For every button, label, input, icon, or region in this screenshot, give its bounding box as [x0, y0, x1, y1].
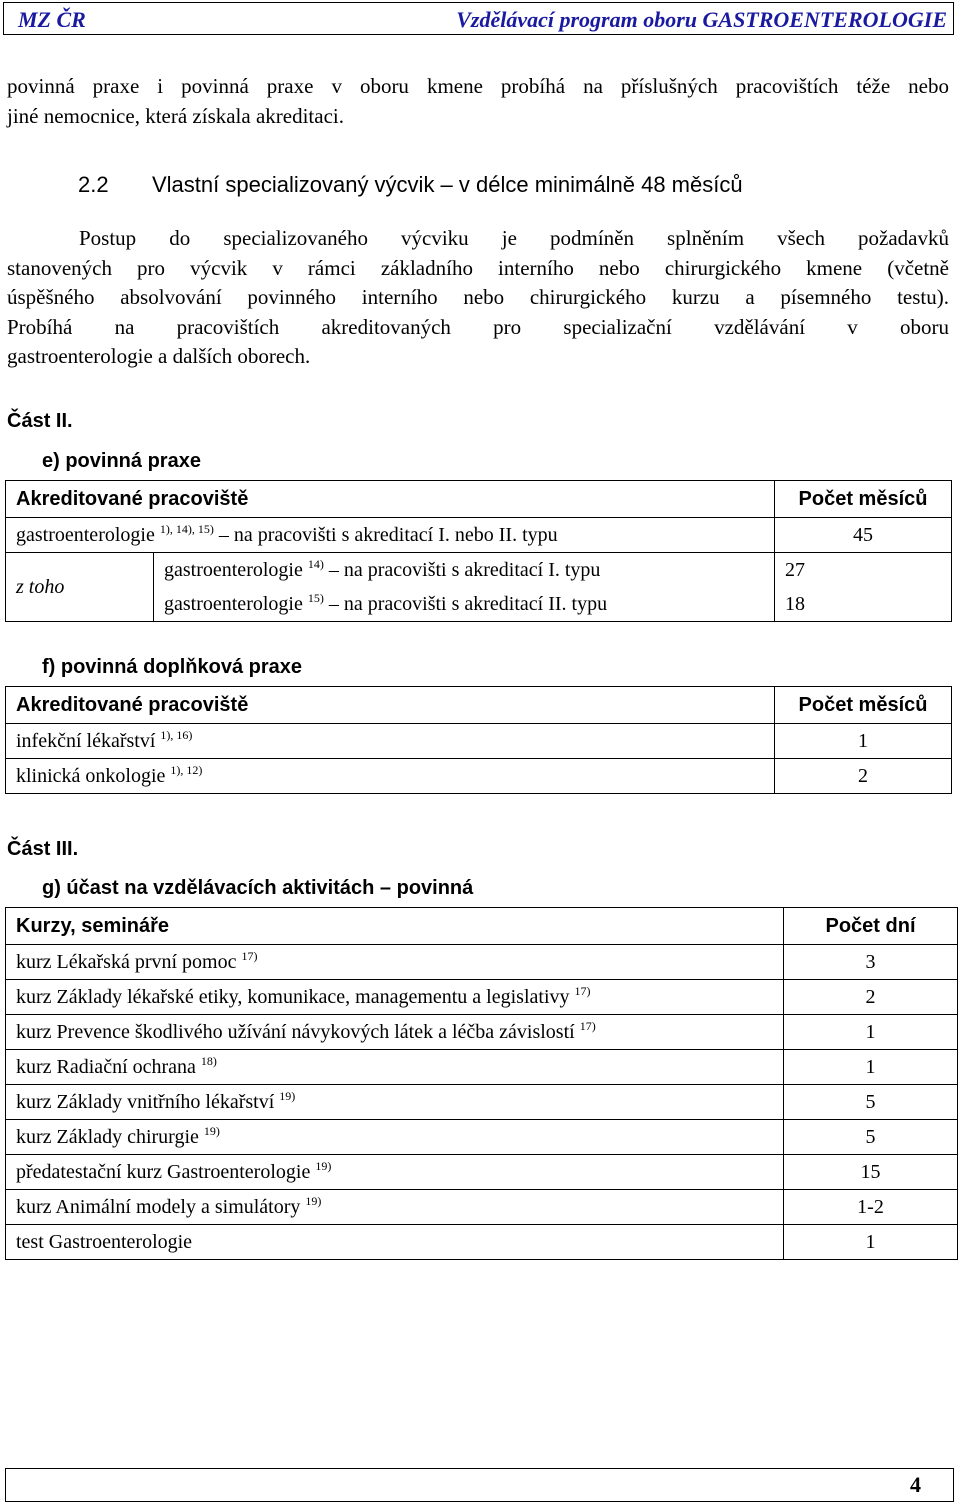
table-row [6, 945, 958, 980]
table-header-row [6, 481, 952, 518]
table-cell [6, 945, 784, 980]
table-cell-value: 45 [775, 518, 952, 553]
part3-title: Část III. [7, 838, 79, 860]
section-line: stanovených pro výcvik v rámci základního interního nebo chirurgického kmene (včetně [7, 255, 949, 280]
table-row [6, 1225, 958, 1260]
table-cell-value: 5 [784, 1120, 958, 1155]
section-heading [78, 172, 743, 198]
table-cell [6, 1050, 784, 1085]
footnote-ref: 14) [307, 556, 324, 571]
table-cell-value: 1 [784, 1050, 958, 1085]
row-name: gastroenterologie [16, 523, 155, 546]
row-name: klinická onkologie [16, 764, 166, 787]
table-row [6, 724, 952, 759]
table-cell [6, 518, 775, 553]
table-cell [6, 1085, 784, 1120]
footnote-ref: 18) [200, 1053, 217, 1068]
intro-paragraph [7, 72, 949, 131]
table-cell [6, 1120, 784, 1155]
table-row [6, 1050, 958, 1085]
section-line: úspěšného absolvování povinného interního nebo chirurgického kurzu a písemného testu). [7, 285, 949, 309]
column-header: Počet dní [784, 908, 958, 945]
page-number: 4 [910, 1472, 921, 1497]
table-cell-value: 2 [784, 980, 958, 1015]
section-number: 2.2 [78, 172, 109, 197]
footnote-ref: 1), 16) [160, 727, 193, 742]
table-cell-value: 15 [784, 1155, 958, 1190]
row-name: kurz Základy vnitřního lékařství [16, 1090, 275, 1113]
row-name: test Gastroenterologie [16, 1230, 193, 1253]
footnote-ref: 19) [305, 1193, 322, 1208]
table-required-practice [5, 480, 952, 622]
footnote-ref: 1), 12) [170, 762, 203, 777]
header-ministry: MZ ČR [18, 7, 86, 32]
table-row [6, 759, 952, 794]
table-cell-value: 3 [784, 945, 958, 980]
table-cell [6, 980, 784, 1015]
table-cell [6, 1155, 784, 1190]
page-footer [5, 1468, 954, 1502]
table-row [6, 1085, 958, 1120]
table-cell-value: 5 [784, 1085, 958, 1120]
footnote-ref: 1), 14), 15) [159, 521, 214, 536]
table-cell-value: 1-2 [784, 1190, 958, 1225]
row-name: kurz Základy chirurgie [16, 1125, 199, 1148]
row-desc: – na pracovišti s akreditací I. nebo II. typu [218, 523, 558, 546]
row-desc: – na pracovišti s akreditací II. typu [328, 592, 608, 615]
table-cell-value: 18 [775, 587, 952, 622]
column-header: Akreditované pracoviště [6, 481, 775, 518]
part2-f-title: f) povinná doplňková praxe [42, 656, 303, 678]
intro-line: povinná praxe i povinná praxe v oboru kmene probíhá na příslušných pracovištích téže nebo [7, 74, 949, 98]
footnote-ref: 19) [315, 1158, 332, 1173]
table-row [6, 553, 952, 588]
intro-line: jiné nemocnice, která získala akreditaci. [7, 103, 344, 128]
table-cell [154, 553, 775, 588]
part3-g-title: g) účast na vzdělávacích aktivitách – povinná [42, 877, 474, 899]
section-paragraph [7, 224, 949, 372]
table-header-row [6, 687, 952, 724]
table-cell [154, 587, 775, 622]
column-header: Kurzy, semináře [6, 908, 784, 945]
table-cell [6, 724, 775, 759]
table-cell-value: 27 [775, 553, 952, 588]
row-name: infekční lékařství [16, 729, 156, 752]
row-name: kurz Animální modely a simulátory [16, 1195, 301, 1218]
column-header: Počet měsíců [775, 687, 952, 724]
table-cell [6, 759, 775, 794]
row-name: gastroenterologie [164, 592, 303, 615]
of-which-label: z toho [6, 553, 154, 622]
table-cell-value: 1 [784, 1015, 958, 1050]
footnote-ref: 17) [579, 1018, 596, 1033]
table-cell [6, 1015, 784, 1050]
section-line: Postup do specializovaného výcviku je podmíněn splněním všech požadavků [79, 226, 949, 250]
footnote-ref: 17) [574, 983, 591, 998]
row-desc: – na pracovišti s akreditací I. typu [328, 558, 601, 581]
table-row [6, 1120, 958, 1155]
part2-title: Část II. [7, 410, 73, 432]
footnote-ref: 15) [307, 590, 324, 605]
row-name: kurz Lékařská první pomoc [16, 950, 237, 973]
part2-e-title: e) povinná praxe [42, 450, 201, 472]
table-row [6, 1155, 958, 1190]
column-header: Počet měsíců [775, 481, 952, 518]
table-cell-value: 2 [775, 759, 952, 794]
row-name: gastroenterologie [164, 558, 303, 581]
table-header-row [6, 908, 958, 945]
row-name: předatestační kurz Gastroenterologie [16, 1160, 311, 1183]
table-row [6, 518, 952, 553]
table-row [6, 1015, 958, 1050]
table-educational-activities [5, 907, 958, 1260]
row-name: kurz Radiační ochrana [16, 1055, 196, 1078]
table-cell-value: 1 [784, 1225, 958, 1260]
table-row [6, 980, 958, 1015]
header-document-title: Vzdělávací program oboru GASTROENTEROLOGIE [456, 7, 947, 32]
table-cell [6, 1225, 784, 1260]
section-line: Probíhá na pracovištích akreditovaných pro specializační vzdělávání v oboru [7, 314, 949, 339]
table-cell [6, 1190, 784, 1225]
table-row [6, 1190, 958, 1225]
column-header: Akreditované pracoviště [6, 687, 775, 724]
row-name: kurz Prevence škodlivého užívání návykových látek a léčba závislostí [16, 1020, 575, 1043]
page-header [3, 2, 954, 35]
table-supplementary-practice [5, 686, 952, 794]
footnote-ref: 19) [279, 1088, 296, 1103]
row-name: kurz Základy lékařské etiky, komunikace, managementu a legislativy [16, 985, 570, 1008]
table-cell-value: 1 [775, 724, 952, 759]
footnote-ref: 19) [203, 1123, 220, 1138]
section-line: gastroenterologie a dalších oborech. [7, 344, 311, 368]
section-title: Vlastní specializovaný výcvik – v délce minimálně 48 měsíců [152, 172, 743, 197]
footnote-ref: 17) [241, 948, 258, 963]
